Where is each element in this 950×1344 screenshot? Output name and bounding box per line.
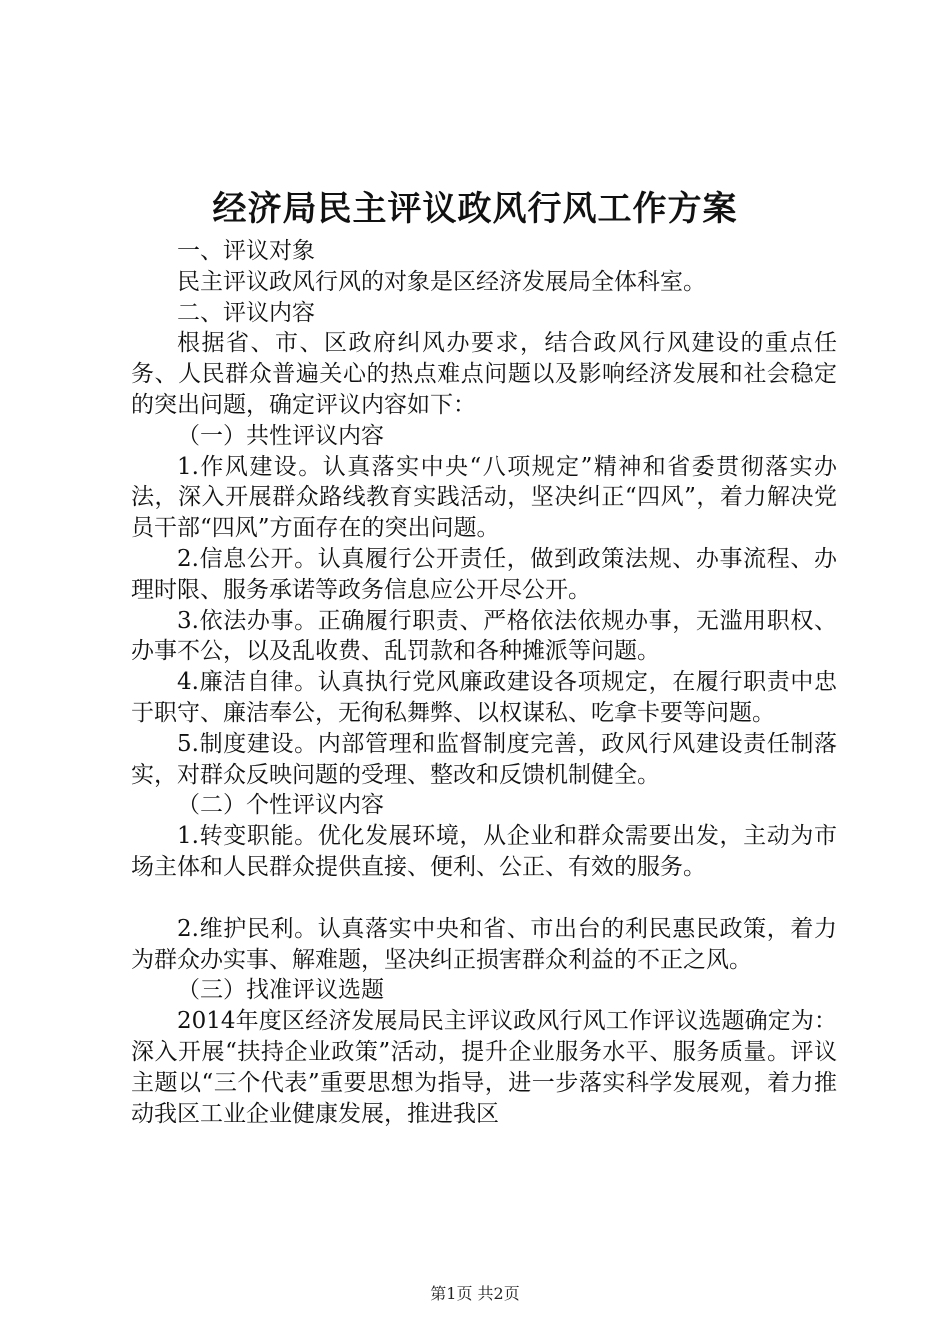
paragraph: 民主评议政风行风的对象是区经济发展局全体科室。 [177,268,706,295]
document-body [131,236,837,1129]
page-number-footer: 第1页 共2页 [430,1284,520,1303]
subsection-heading-3: （三）找准评议选题 [177,977,384,1004]
paragraph: 2.信息公开。认真履行公开责任，做到政策法规、办事流程、办理时限、服务承诺等政务信息应公开尽公开。 [131,545,837,603]
paragraph: 5.制度建设。内部管理和监督制度完善，政风行风建设责任制落实，对群众反映问题的受理、整改和反馈机制健全。 [131,730,837,788]
paragraph: 2.维护民利。认真落实中央和省、市出台的利民惠民政策，着力为群众办实事、解难题，坚决纠正损害群众利益的不正之风。 [131,915,837,973]
paragraph: 4.廉洁自律。认真执行党风廉政建设各项规定，在履行职责中忠于职守、廉洁奉公，无徇私舞弊、以权谋私、吃拿卡要等问题。 [131,669,837,726]
section-heading-2: 二、评议内容 [177,299,315,326]
paragraph: 根据省、市、区政府纠风办要求，结合政风行风建设的重点任务、人民群众普遍关心的热点难点问题以及影响经济发展和社会稳定的突出问题，确定评议内容如下： [131,330,837,418]
paragraph: 1.作风建设。认真落实中央“八项规定”精神和省委贯彻落实办法，深入开展群众路线教育实践活动，坚决纠正“四风”，着力解决党员干部“四风”方面存在的突出问题。 [131,453,837,542]
paragraph: 2014年度区经济发展局民主评议政风行风工作评议选题确定为：深入开展“扶持企业政策”活动，提升企业服务水平、服务质量。评议主题以“三个代表”重要思想为指导，进一步落实科学发展观，着力推动我区工业企业健康发展，推进我区 [131,1008,837,1127]
document-title: 经济局民主评议政风行风工作方案 [212,189,738,229]
section-heading-1: 一、评议对象 [177,238,315,264]
subsection-heading-1: （一）共性评议内容 [177,422,384,449]
subsection-heading-2: （二）个性评议内容 [177,792,384,819]
paragraph: 1.转变职能。优化发展环境，从企业和群众需要出发，主动为市场主体和人民群众提供直接、便利、公正、有效的服务。 [131,823,837,880]
paragraph: 3.依法办事。正确履行职责、严格依法依规办事，无滥用职权、办事不公，以及乱收费、乱罚款和各种摊派等问题。 [131,607,837,665]
